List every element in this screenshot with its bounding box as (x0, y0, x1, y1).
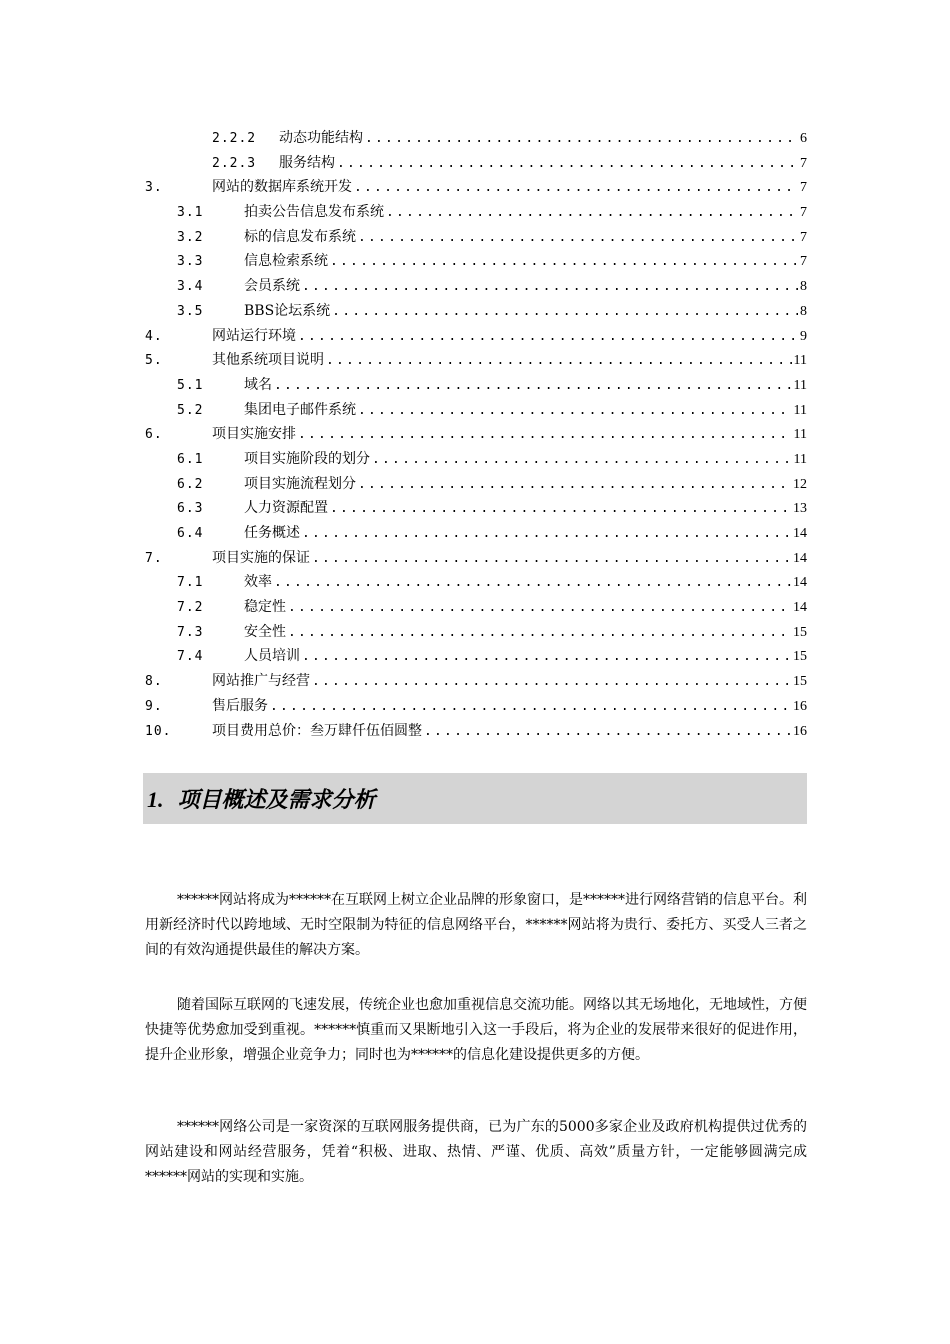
toc-entry-number: 3.2 (177, 229, 204, 245)
toc-entry-title: 项目实施安排 (212, 426, 296, 443)
toc-entry-number: 8. (145, 674, 163, 690)
toc-entry-page: 7 (800, 205, 807, 221)
toc-dot-leader (302, 275, 798, 300)
toc-dot-leader (365, 127, 798, 152)
toc-entry-page: 16 (793, 698, 807, 714)
toc-entry[interactable] (145, 595, 807, 620)
paragraph-2 (145, 993, 807, 1068)
toc-entry[interactable] (145, 472, 807, 497)
toc-entry-page: 15 (793, 649, 807, 665)
paragraph-text: 随着国际互联网的飞速发展，传统企业也愈加重视信息交流功能。网络以其无场地化，无地域性，方便快捷等优势愈加受到重视。******慎重而又果断地引入这一手段后，将为企业的发展带来很好的促进作用，提升企业形象，增强企业竞争力；同时也为******的信息化建设提供更多的方便。 (145, 997, 807, 1063)
toc-entry[interactable] (145, 249, 807, 274)
toc-entry-page: 14 (793, 600, 807, 616)
toc-entry[interactable] (145, 719, 807, 744)
toc-entry-number: 7.2 (177, 600, 204, 616)
toc-entry-page: 15 (793, 674, 807, 690)
table-of-contents (145, 126, 807, 743)
toc-entry-number: 2.2.2 (212, 131, 257, 146)
toc-entry-page: 7 (800, 155, 807, 171)
toc-entry-page: 12 (793, 476, 807, 492)
toc-entry-title: 稳定性 (244, 599, 286, 616)
toc-dot-leader (298, 325, 798, 350)
toc-entry-page: 8 (800, 303, 807, 319)
toc-dot-leader (274, 374, 792, 399)
toc-entry-number: 3.3 (177, 254, 204, 270)
toc-entry[interactable] (145, 620, 807, 645)
toc-dot-leader (424, 720, 791, 745)
toc-entry-number: 2.2.3 (212, 155, 257, 171)
toc-dot-leader (330, 250, 798, 275)
toc-entry-title: 项目实施阶段的划分 (244, 450, 370, 467)
toc-dot-leader (386, 201, 798, 226)
toc-dot-leader (358, 473, 791, 498)
toc-dot-leader (288, 621, 791, 646)
toc-entry-number: 3. (145, 180, 163, 196)
toc-entry-title: 其他系统项目说明 (212, 352, 324, 369)
toc-entry-title: 动态功能结构 (279, 130, 363, 146)
toc-entry[interactable] (145, 274, 807, 299)
toc-entry-number: 7.4 (177, 649, 204, 665)
toc-entry-title: 项目实施的保证 (212, 549, 310, 566)
toc-entry[interactable] (145, 175, 807, 200)
toc-entry-title: 项目实施流程划分 (244, 475, 356, 492)
toc-entry[interactable] (145, 151, 807, 176)
toc-entry-title: 服务结构 (279, 154, 335, 171)
toc-entry[interactable] (145, 644, 807, 669)
toc-entry[interactable] (145, 373, 807, 398)
toc-entry-title: 安全性 (244, 623, 286, 640)
toc-entry-title: 项目费用总价：叁万肆仟伍佰圆整 (212, 722, 422, 739)
toc-entry-page: 14 (793, 550, 807, 566)
toc-entry-page: 14 (793, 526, 807, 541)
toc-entry-page: 11 (793, 353, 807, 369)
toc-entry-number: 6.1 (177, 451, 204, 467)
toc-entry-number: 10. (145, 723, 172, 739)
toc-dot-leader (302, 522, 791, 547)
toc-entry-page: 8 (800, 279, 807, 295)
toc-entry-page: 7 (800, 180, 807, 196)
toc-entry-page: 9 (800, 328, 807, 344)
toc-entry-page: 11 (793, 427, 807, 443)
toc-dot-leader (332, 300, 798, 325)
toc-entry-title: 会员系统 (244, 278, 300, 295)
toc-entry-title: BBS论坛系统 (244, 302, 331, 319)
toc-entry-page: 11 (793, 402, 807, 418)
toc-dot-leader (372, 448, 792, 473)
toc-dot-leader (354, 176, 798, 201)
toc-entry-number: 5. (145, 353, 163, 369)
toc-entry[interactable] (145, 348, 807, 373)
toc-entry[interactable] (145, 496, 807, 521)
toc-entry-title: 网站运行环境 (212, 327, 296, 344)
toc-entry[interactable] (145, 447, 807, 472)
toc-entry-number: 3.1 (177, 205, 204, 221)
toc-dot-leader (270, 695, 791, 720)
toc-entry[interactable] (145, 398, 807, 423)
section-number: 1. (147, 787, 164, 812)
toc-entry[interactable] (145, 200, 807, 225)
toc-entry-number: 6. (145, 427, 163, 443)
toc-entry-title: 效率 (244, 574, 272, 591)
toc-dot-leader (312, 670, 791, 695)
toc-entry-title: 人员培训 (244, 648, 300, 665)
toc-entry-page: 13 (793, 501, 807, 517)
toc-entry-number: 3.4 (177, 279, 204, 295)
toc-entry-number: 6.4 (177, 526, 204, 541)
toc-entry-title: 域名 (244, 376, 272, 393)
toc-entry-number: 7. (145, 550, 163, 566)
toc-entry-title: 网站的数据库系统开发 (212, 179, 352, 196)
toc-entry-title: 拍卖公告信息发布系统 (244, 204, 384, 221)
toc-dot-leader (358, 399, 792, 424)
paragraph-1 (145, 888, 807, 963)
toc-entry[interactable] (145, 694, 807, 719)
section-heading-bar (143, 773, 807, 824)
toc-entry[interactable] (145, 570, 807, 595)
toc-entry-title: 任务概述 (244, 525, 300, 541)
toc-entry-number: 7.3 (177, 624, 204, 640)
toc-entry-page: 11 (793, 377, 807, 393)
toc-entry[interactable] (145, 422, 807, 447)
toc-entry-number: 6.2 (177, 476, 204, 492)
toc-dot-leader (358, 226, 798, 251)
toc-dot-leader (326, 349, 792, 374)
toc-entry-page: 6 (800, 131, 807, 146)
toc-dot-leader (274, 571, 791, 596)
toc-entry-page: 14 (793, 575, 807, 591)
section-title: 项目概述及需求分析 (177, 788, 376, 813)
toc-entry-number: 5.1 (177, 377, 204, 393)
toc-entry-title: 标的信息发布系统 (244, 228, 356, 245)
toc-dot-leader (330, 497, 791, 522)
paragraph-text: ******网站将成为******在互联网上树立企业品牌的形象窗口，是******进行网络营销的信息平台。利用新经济时代以跨地域、无时空限制为特征的信息网络平台，******网站将为贵行、委托方、买受人三者之间的有效沟通提供最佳的解决方案。 (145, 892, 807, 958)
toc-dot-leader (337, 152, 798, 177)
toc-entry-title: 售后服务 (212, 697, 268, 714)
toc-entry-number: 5.2 (177, 402, 204, 418)
toc-dot-leader (302, 645, 791, 670)
toc-entry[interactable] (145, 299, 807, 324)
toc-entry-title: 集团电子邮件系统 (244, 401, 356, 418)
section-heading (147, 783, 376, 814)
toc-entry[interactable] (145, 126, 807, 151)
toc-dot-leader (298, 423, 792, 448)
paragraph-text: ******网络公司是一家资深的互联网服务提供商，已为广东的5000多家企业及政府机构提供过优秀的网站建设和网站经营服务，凭着“积极、进取、热情、严谨、优质、高效”质量方针，一定能够圆满完成******网站的实现和实施。 (145, 1119, 807, 1185)
paragraph-3 (145, 1115, 807, 1190)
toc-entry[interactable] (145, 521, 807, 546)
toc-entry-number: 3.5 (177, 303, 204, 319)
toc-entry-title: 网站推广与经营 (212, 673, 310, 690)
toc-entry[interactable] (145, 546, 807, 571)
toc-entry-page: 11 (793, 451, 807, 467)
toc-entry[interactable] (145, 225, 807, 250)
toc-entry-number: 4. (145, 328, 163, 344)
toc-entry[interactable] (145, 669, 807, 694)
toc-entry-title: 人力资源配置 (244, 500, 328, 517)
toc-entry-page: 7 (800, 254, 807, 270)
toc-entry-title: 信息检索系统 (244, 253, 328, 270)
toc-entry-number: 9. (145, 698, 163, 714)
toc-entry-page: 7 (800, 229, 807, 245)
toc-entry[interactable] (145, 324, 807, 349)
toc-dot-leader (288, 596, 791, 621)
toc-entry-number: 7.1 (177, 575, 204, 591)
toc-entry-page: 16 (793, 723, 807, 739)
toc-entry-page: 15 (793, 624, 807, 640)
toc-dot-leader (312, 547, 791, 572)
toc-entry-number: 6.3 (177, 501, 204, 517)
